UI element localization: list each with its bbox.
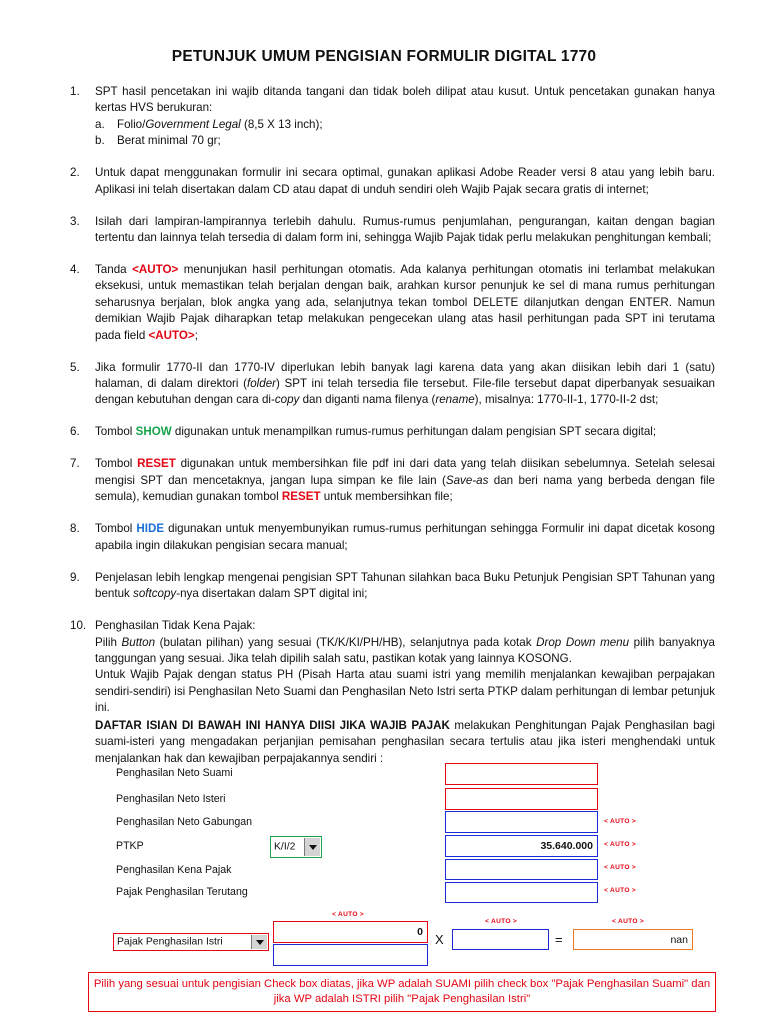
item-number: 7. xyxy=(70,457,80,471)
calc-bottom-field[interactable] xyxy=(273,944,428,966)
item-text: Tanda xyxy=(95,263,133,277)
calc-top-field[interactable] xyxy=(273,921,428,943)
label-neto-isteri: Penghasilan Neto Isteri xyxy=(116,793,226,805)
dropdown-value: Pajak Penghasilan Istri xyxy=(117,936,223,948)
item-text: digunakan untuk membersihkan file pdf ini dari data yang telah diisikan sebelumnya. Setelah selesai mengisi SPT dan mencetaknya, jangan lupa simpan ke file lain ( xyxy=(95,457,715,487)
daftar-isian-intro xyxy=(95,718,715,767)
item-text-italic: Drop Down menu xyxy=(536,635,630,649)
ptkp-field[interactable] xyxy=(445,835,598,857)
item-paragraph: Untuk Wajib Pajak dengan status PH (Pisah Harta atau suami istri yang memilih menjalankan kewajiban perpajakan sendiri-sendiri) isi Penghasilan Neto Suami dan Penghasilan Neto Istri serta PTKP dalam perhitungan di lembar petunjuk ini. xyxy=(95,668,715,715)
sub-text-italic: Government Legal xyxy=(145,117,241,131)
item-text: Penjelasan lebih lengkap mengenai pengisian SPT Tahunan silahkan baca Buku Petunjuk Pengisian SPT Tahunan yang bentuk xyxy=(95,570,715,601)
item-text: untuk membersihkan file; xyxy=(320,490,453,504)
ptkp-status-dropdown[interactable] xyxy=(270,836,322,858)
item-text: Isilah dari lampiran-lampirannya terlebih dahulu. Rumus-rumus penjumlahan, pengurangan, kaitan dengan bagian tertentu dan lainnya telah tersedia di dalam form ini, sehingga Wajib Pajak tidak perlu melakukan penghitungan kembali; xyxy=(95,214,715,245)
item-number: 3. xyxy=(70,214,80,228)
item-text: ) SPT ini telah tersedia file tersebut. File-file tersebut dapat diperbanyak sesuaikan dengan kebutuhan dengan cara di- xyxy=(95,377,715,407)
item-number: 10. xyxy=(70,619,87,633)
item-number: 9. xyxy=(70,570,80,584)
item-text: Untuk dapat menggunakan formulir ini secara optimal, gunakan aplikasi Adobe Reader versi 8 atau yang lebih baru. Aplikasi ini telah disertakan dalam CD atau dapat di unduh sendiri oleh Wajib Pajak secara gratis di internet; xyxy=(95,166,715,196)
item-number: 2. xyxy=(70,166,80,180)
instruction-item xyxy=(70,360,715,409)
auto-tag: < AUTO > xyxy=(332,911,365,918)
instruction-item xyxy=(70,424,715,440)
instruction-item xyxy=(70,456,715,505)
item-text: digunakan untuk menampilkan rumus-rumus perhitungan dalam pengisian SPT secara digital; xyxy=(171,425,657,439)
dropdown-value: K/I/2 xyxy=(274,841,296,853)
sub-text: Berat minimal 70 gr; xyxy=(117,134,221,148)
item-text: Pilih xyxy=(95,635,122,649)
auto-keyword: <AUTO> xyxy=(148,328,195,342)
item-text: pilih banyaknya tanggungan yang sesuai. Jika telah dipilih salah satu, pastikan kotak yang lainnya KOSONG. xyxy=(95,635,715,665)
label-neto-suami: Penghasilan Neto Suami xyxy=(116,767,233,779)
daftar-text: melakukan Penghitungan Pajak Penghasilan bagi suami-isteri yang mengadakan perjanjian pemisahan penghasilan secara tertulis atau jika isteri menghendaki untuk menjalankan hak dan kewajiban perpajakannya sendiri : xyxy=(95,719,715,765)
item-text: digunakan untuk menyembunyikan rumus-rumus perhitungan sehingga Formulir ini dapat dicetak kosong apabila ingin dilakukan pengisian secara manual; xyxy=(95,522,715,552)
sub-text: Folio/ xyxy=(117,117,146,131)
item-text-italic: softcopy xyxy=(133,587,177,601)
sub-text: (8,5 X 13 inch); xyxy=(240,117,323,131)
page-title: PETUNJUK UMUM PENGISIAN FORMULIR DIGITAL 1770 xyxy=(171,48,597,65)
instruction-item xyxy=(70,84,715,150)
item-text: (bulatan pilihan) yang sesuai (TK/K/KI/PH/HB), selanjutnya pada kotak xyxy=(155,635,537,649)
item-text-italic: rename xyxy=(435,393,475,407)
auto-tag: < AUTO > xyxy=(604,864,637,871)
hide-keyword: HIDE xyxy=(136,522,165,536)
instruction-item xyxy=(70,618,715,716)
pph-type-dropdown[interactable] xyxy=(113,933,269,951)
daftar-bold: DAFTAR ISIAN DI BAWAH INI HANYA DIISI JIKA WAJIB PAJAK xyxy=(95,719,450,732)
auto-tag: < AUTO > xyxy=(612,918,645,925)
instruction-item xyxy=(70,262,715,344)
sub-item xyxy=(95,133,715,149)
item-paragraph xyxy=(95,635,715,668)
label-pph-terutang: Pajak Penghasilan Terutang xyxy=(116,886,248,898)
instruction-item xyxy=(70,521,715,554)
label-pkp: Penghasilan Kena Pajak xyxy=(116,864,232,876)
instruction-list xyxy=(70,84,715,732)
item-text: Tombol xyxy=(95,522,137,536)
auto-tag: < AUTO > xyxy=(604,841,637,848)
item-text-italic: copy xyxy=(274,393,300,407)
auto-keyword: <AUTO> xyxy=(132,263,179,277)
item-number: 8. xyxy=(70,522,80,536)
item-text: menunjukan hasil perhitungan otomatis. Ada kalanya perhitungan otomatis ini terlambat melakukan eksekusi, untuk memastikan telah berjalan dengan baik, arahkan kursor penunjuk ke sel di mana rumus perhitungan seharusnya berjalan, blok angka yang ada, selanjutnya tekan tombol DELETE dilanjutkan dengan ENTER. Namun demikian Wajib Pajak diharapkan tetap melakukan pengecekan ulang atas hasil perhitungan pada SPT ini terutama pada field xyxy=(95,263,715,342)
reset-keyword: RESET xyxy=(137,457,176,471)
item-text-italic: folder xyxy=(247,377,277,391)
chevron-down-icon[interactable] xyxy=(251,935,267,949)
calc-multiplier-field[interactable] xyxy=(452,929,549,950)
item-number: 1. xyxy=(70,85,80,98)
sub-item xyxy=(95,117,715,133)
item-text-italic: Save-as xyxy=(445,473,489,487)
item-text: dan beri nama yang berbeda dengan file semula), kemudian gunakan tombol xyxy=(95,473,716,504)
sub-letter: a. xyxy=(95,117,105,131)
calc-result-field[interactable] xyxy=(573,929,693,950)
instruction-item xyxy=(70,165,715,198)
item-title: Penghasilan Tidak Kena Pajak: xyxy=(95,619,256,633)
field-value: 35.640.000 xyxy=(540,840,593,852)
auto-tag: < AUTO > xyxy=(604,887,637,894)
label-ptkp: PTKP xyxy=(116,840,144,852)
sub-letter: b. xyxy=(95,134,105,148)
item-text: SPT hasil pencetakan ini wajib ditanda tangani dan tidak boleh dilipat atau kusut. Untuk pencetakan gunakan hanya kertas HVS berukuran: xyxy=(95,85,715,115)
item-text: Tombol xyxy=(95,425,136,439)
chevron-down-icon[interactable] xyxy=(304,838,320,856)
item-text: ), misalnya: 1770-II-1, 1770-II-2 dst; xyxy=(474,393,659,407)
field-value: nan xyxy=(670,933,688,946)
auto-tag: < AUTO > xyxy=(485,918,518,925)
neto-gabungan-field[interactable] xyxy=(445,811,598,833)
neto-isteri-input[interactable] xyxy=(445,788,598,810)
item-text: Jika formulir 1770-II dan 1770-IV diperlukan lebih banyak lagi karena data yang akan diisikan lebih dari 1 (satu) halaman, di dalam direktori ( xyxy=(95,360,715,391)
field-value: 0 xyxy=(417,926,423,938)
show-keyword: SHOW xyxy=(135,425,172,439)
reset-keyword: RESET xyxy=(281,490,321,504)
neto-suami-input[interactable] xyxy=(445,763,598,785)
pph-terutang-field[interactable] xyxy=(445,882,598,903)
item-text: -nya disertakan dalam SPT digital ini; xyxy=(176,587,368,601)
auto-tag: < AUTO > xyxy=(604,818,637,825)
equals-operator: = xyxy=(555,932,563,947)
item-number: 4. xyxy=(70,263,80,277)
item-number: 5. xyxy=(70,360,80,374)
item-text: ; xyxy=(194,328,198,342)
item-text: dan diganti nama filenya ( xyxy=(299,393,436,407)
item-number: 6. xyxy=(70,425,80,439)
item-text-italic: Button xyxy=(121,635,156,649)
pkp-field[interactable] xyxy=(445,859,598,880)
instruction-note: Pilih yang sesuai untuk pengisian Check box diatas, jika WP adalah SUAMI pilih check box "Pajak Penghasilan Suami" dan jika WP adalah ISTRI pilih "Pajak Penghasilan Istri" xyxy=(88,972,716,1012)
instruction-item xyxy=(70,214,715,247)
item-text: Tombol xyxy=(95,457,138,471)
instruction-item xyxy=(70,570,715,603)
label-neto-gabungan: Penghasilan Neto Gabungan xyxy=(116,816,253,828)
multiply-operator: X xyxy=(435,932,444,947)
